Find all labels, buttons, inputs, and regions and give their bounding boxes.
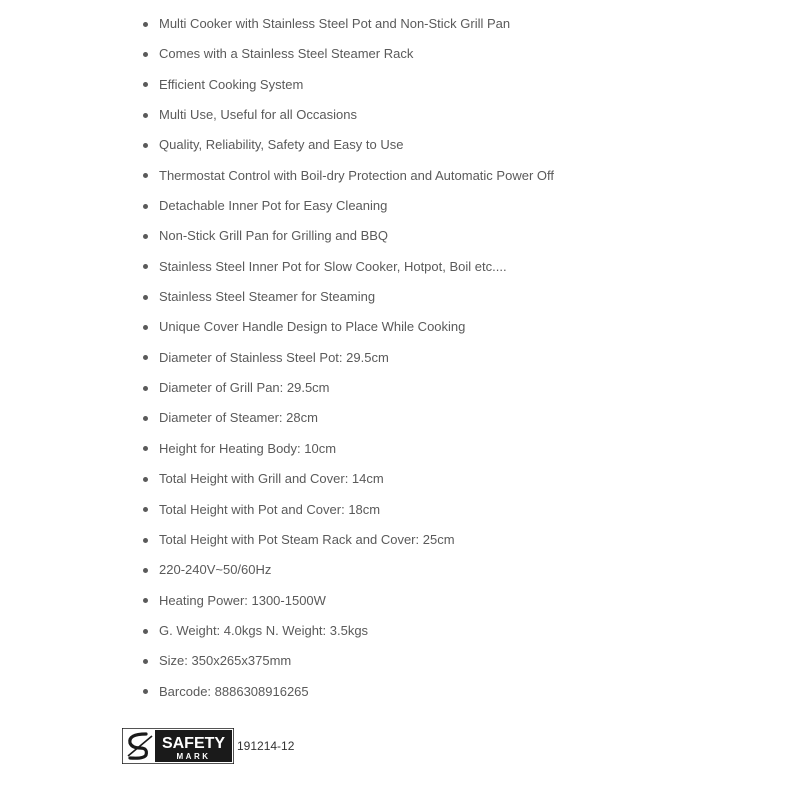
list-item-text: Barcode: 8886308916265 xyxy=(159,683,309,699)
list-item-text: Unique Cover Handle Design to Place While Cooking xyxy=(159,319,466,335)
list-item xyxy=(136,191,776,221)
bullet-icon xyxy=(143,629,148,634)
bullet-icon xyxy=(143,204,148,209)
list-item-text: Stainless Steel Steamer for Steaming xyxy=(159,289,376,305)
list-item xyxy=(136,677,776,707)
bullet-icon xyxy=(143,598,148,603)
list-item-text: Diameter of Stainless Steel Pot: 29.5cm xyxy=(159,349,389,365)
safety-logo-line2: MARK xyxy=(176,752,211,761)
bullet-icon xyxy=(143,22,148,27)
list-item-text: Thermostat Control with Boil-dry Protection and Automatic Power Off xyxy=(159,167,554,183)
bullet-icon xyxy=(143,325,148,330)
bullet-icon xyxy=(143,689,148,694)
list-item-text: Size: 350x265x375mm xyxy=(159,653,292,669)
list-item xyxy=(136,555,776,585)
bullet-icon xyxy=(143,52,148,57)
list-item xyxy=(136,70,776,100)
list-item-text: G. Weight: 4.0kgs N. Weight: 3.5kgs xyxy=(159,622,369,638)
bullet-icon xyxy=(143,143,148,148)
feature-list xyxy=(136,9,776,707)
list-item xyxy=(136,100,776,130)
list-item xyxy=(136,39,776,69)
list-item-text: Comes with a Stainless Steel Steamer Rack xyxy=(159,46,414,62)
list-item-text: Non-Stick Grill Pan for Grilling and BBQ xyxy=(159,228,389,244)
list-item xyxy=(136,130,776,160)
list-item xyxy=(136,464,776,494)
list-item xyxy=(136,403,776,433)
bullet-icon xyxy=(143,173,148,178)
list-item xyxy=(136,252,776,282)
list-item-text: Total Height with Pot and Cover: 18cm xyxy=(159,501,381,517)
bullet-icon xyxy=(143,113,148,118)
bullet-icon xyxy=(143,538,148,543)
list-item xyxy=(136,161,776,191)
bullet-icon xyxy=(143,264,148,269)
list-item xyxy=(136,312,776,342)
list-item-text: Diameter of Grill Pan: 29.5cm xyxy=(159,380,330,396)
list-item-text: Multi Cooker with Stainless Steel Pot and Non-Stick Grill Pan xyxy=(159,16,511,31)
safety-mark-code: 191214-12 xyxy=(237,739,295,753)
list-item-text: Total Height with Pot Steam Rack and Cover: 25cm xyxy=(159,531,455,547)
bullet-icon xyxy=(143,507,148,512)
bullet-icon xyxy=(143,659,148,664)
list-item xyxy=(136,495,776,525)
safety-mark-block xyxy=(122,728,294,764)
list-item xyxy=(136,616,776,646)
list-item-text: Diameter of Steamer: 28cm xyxy=(159,410,318,426)
bullet-icon xyxy=(143,386,148,391)
bullet-icon xyxy=(143,477,148,482)
list-item-text: Multi Use, Useful for all Occasions xyxy=(159,107,357,123)
bullet-icon xyxy=(143,568,148,573)
list-item-text: Stainless Steel Inner Pot for Slow Cooker, Hotpot, Boil etc.... xyxy=(159,258,507,274)
list-item xyxy=(136,282,776,312)
list-item xyxy=(136,434,776,464)
list-item xyxy=(136,646,776,676)
list-item-text: Efficient Cooking System xyxy=(159,76,304,92)
list-item-text: Total Height with Grill and Cover: 14cm xyxy=(159,471,384,487)
list-item-text: Detachable Inner Pot for Easy Cleaning xyxy=(159,198,388,214)
list-item-text: Quality, Reliability, Safety and Easy to Use xyxy=(159,137,404,153)
bullet-icon xyxy=(143,295,148,300)
list-item xyxy=(136,221,776,251)
bullet-icon xyxy=(143,446,148,451)
list-item xyxy=(136,525,776,555)
safety-mark-logo-icon xyxy=(122,728,234,764)
list-item xyxy=(136,373,776,403)
safety-logo-line1: SAFETY xyxy=(161,735,226,752)
bullet-icon xyxy=(143,416,148,421)
list-item xyxy=(136,343,776,373)
list-item-text: 220-240V~50/60Hz xyxy=(159,562,272,578)
bullet-icon xyxy=(143,234,148,239)
list-item-text: Height for Heating Body: 10cm xyxy=(159,440,337,456)
list-item-text: Heating Power: 1300-1500W xyxy=(159,592,326,608)
bullet-icon xyxy=(143,355,148,360)
bullet-icon xyxy=(143,82,148,87)
list-item xyxy=(136,586,776,616)
list-item xyxy=(136,9,776,39)
